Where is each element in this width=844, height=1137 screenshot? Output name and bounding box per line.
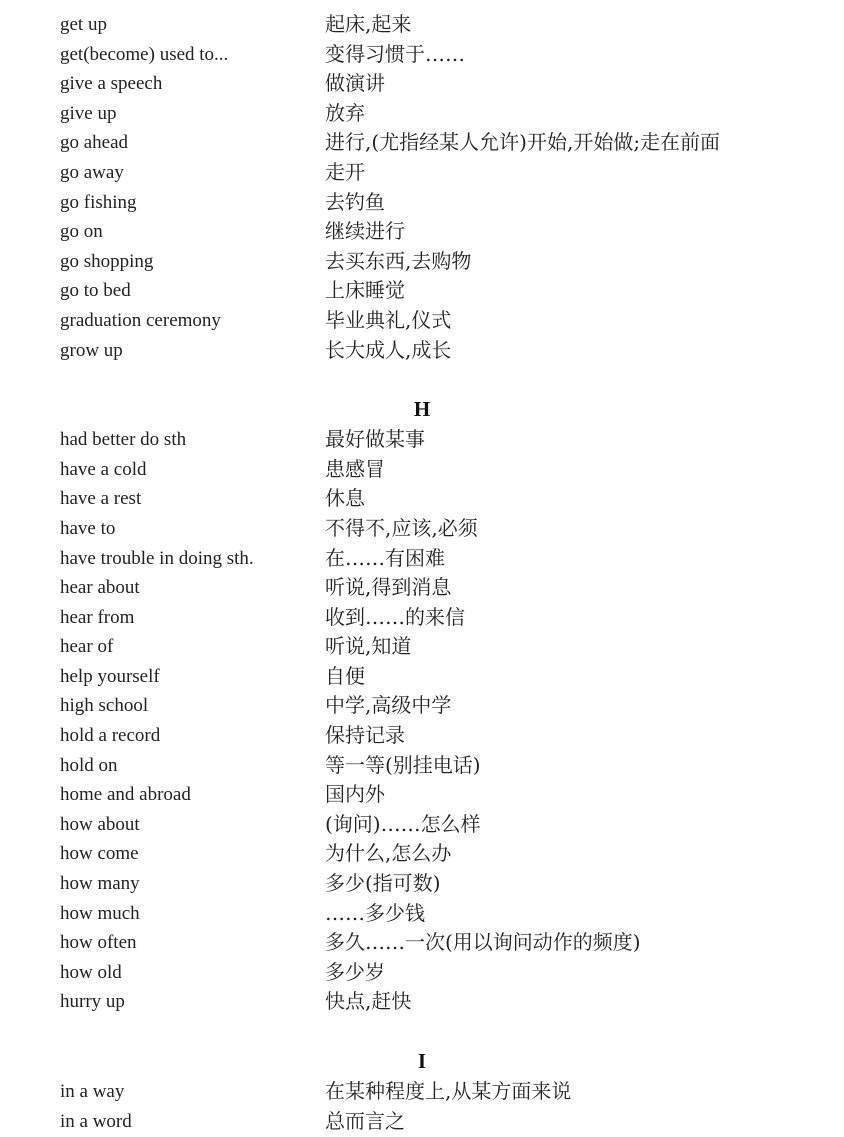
list-item bbox=[0, 573, 844, 603]
phrase-zh: 起床,起来 bbox=[325, 12, 412, 36]
phrase-en: how old bbox=[60, 961, 122, 983]
phrase-en: in a way bbox=[60, 1081, 125, 1102]
phrase-en: hold a record bbox=[60, 725, 161, 747]
list-item bbox=[0, 455, 844, 485]
phrase-en: give a speech bbox=[60, 73, 163, 95]
phrase-en: how much bbox=[60, 902, 140, 924]
phrase-en: have a rest bbox=[60, 488, 142, 510]
phrase-en: go fishing bbox=[60, 191, 137, 213]
phrase-en: have a cold bbox=[60, 458, 147, 480]
list-item bbox=[0, 1107, 844, 1137]
phrase-en: have trouble in doing sth. bbox=[60, 547, 254, 569]
phrase-zh: 等一等(别挂电话) bbox=[325, 752, 481, 777]
list-item bbox=[0, 306, 844, 336]
list-item bbox=[0, 899, 844, 929]
phrase-en: home and abroad bbox=[60, 784, 191, 806]
phrase-en: help yourself bbox=[60, 665, 160, 687]
phrase-en: go away bbox=[60, 161, 124, 183]
phrase-en: give up bbox=[60, 102, 117, 124]
phrase-zh: 收到……的来信 bbox=[325, 604, 465, 629]
phrase-zh: 进行,(尤指经某人允许)开始,开始做;走在前面 bbox=[325, 130, 721, 155]
phrase-en: how often bbox=[60, 932, 137, 954]
phrase-zh: 听说,知道 bbox=[325, 634, 412, 659]
list-item bbox=[0, 514, 844, 544]
list-item bbox=[0, 632, 844, 662]
phrase-zh: 听说,得到消息 bbox=[325, 575, 452, 600]
list-item bbox=[0, 603, 844, 633]
phrase-zh: 在某种程度上,从某方面来说 bbox=[325, 1079, 572, 1103]
list-item bbox=[0, 987, 844, 1017]
section-g bbox=[0, 0, 844, 365]
phrase-en: hear about bbox=[60, 577, 140, 599]
phrase-zh: 中学,高级中学 bbox=[325, 693, 452, 718]
phrase-en: in a word bbox=[60, 1110, 132, 1132]
phrase-zh: 不得不,应该,必须 bbox=[325, 515, 478, 540]
section-h bbox=[0, 365, 844, 1017]
list-item bbox=[0, 158, 844, 188]
list-item bbox=[0, 810, 844, 840]
list-item bbox=[0, 869, 844, 899]
phrase-zh: 去买东西,去购物 bbox=[325, 248, 472, 273]
list-item bbox=[0, 484, 844, 514]
phrase-zh: 在……有困难 bbox=[325, 545, 445, 570]
list-item bbox=[0, 544, 844, 574]
phrase-en: hear from bbox=[60, 606, 135, 628]
phrase-en: high school bbox=[60, 695, 149, 717]
phrase-zh: 毕业典礼,仪式 bbox=[325, 307, 452, 332]
phrase-zh: (询问)……怎么样 bbox=[325, 811, 481, 836]
phrase-en: how come bbox=[60, 843, 139, 865]
list-item bbox=[0, 217, 844, 247]
phrase-zh: 患感冒 bbox=[325, 456, 385, 481]
phrase-en: go shopping bbox=[60, 250, 154, 272]
phrase-zh: 多少岁 bbox=[325, 959, 385, 984]
phrase-en: graduation ceremony bbox=[60, 309, 221, 331]
phrase-en: had better do sth bbox=[60, 429, 187, 451]
list-item bbox=[0, 336, 844, 366]
list-item bbox=[0, 40, 844, 70]
phrase-zh: 多久……一次(用以询问动作的频度) bbox=[325, 930, 641, 955]
phrase-en: hear of bbox=[60, 636, 114, 658]
phrase-zh: 自便 bbox=[325, 663, 365, 688]
list-item bbox=[0, 780, 844, 810]
phrase-en: go ahead bbox=[60, 132, 129, 154]
phrase-en: hold on bbox=[60, 754, 118, 776]
phrase-zh: 去钓鱼 bbox=[325, 189, 385, 214]
phrase-en: go on bbox=[60, 221, 103, 243]
phrase-zh: 保持记录 bbox=[325, 723, 405, 748]
section-heading-h: H bbox=[413, 397, 431, 422]
phrase-zh: 总而言之 bbox=[325, 1108, 405, 1133]
phrase-en: grow up bbox=[60, 339, 123, 361]
phrase-zh: 上床睡觉 bbox=[325, 278, 405, 303]
phrase-zh: 做演讲 bbox=[325, 71, 385, 96]
phrase-en: how about bbox=[60, 813, 140, 835]
phrase-zh: 国内外 bbox=[325, 782, 385, 807]
phrase-zh: 放弃 bbox=[325, 100, 365, 125]
phrase-zh: 长大成人,成长 bbox=[325, 337, 452, 362]
list-item bbox=[0, 425, 844, 455]
phrase-zh: 变得习惯于…… bbox=[325, 41, 465, 66]
list-item bbox=[0, 839, 844, 869]
list-item bbox=[0, 958, 844, 988]
list-item bbox=[0, 99, 844, 129]
phrase-zh: 多少(指可数) bbox=[325, 871, 441, 896]
list-item bbox=[0, 662, 844, 692]
list-item bbox=[0, 128, 844, 158]
phrase-en: how many bbox=[60, 873, 140, 895]
list-item bbox=[0, 276, 844, 306]
list-item bbox=[0, 188, 844, 218]
phrase-zh: ……多少钱 bbox=[325, 900, 425, 925]
list-item bbox=[0, 247, 844, 277]
phrase-en: get up bbox=[60, 14, 107, 35]
list-item bbox=[0, 1077, 844, 1107]
list-item bbox=[0, 69, 844, 99]
phrase-zh: 走开 bbox=[325, 159, 365, 184]
phrase-zh: 快点,赶快 bbox=[325, 989, 412, 1014]
phrase-zh: 为什么,怎么办 bbox=[325, 841, 452, 866]
phrase-en: have to bbox=[60, 517, 116, 539]
section-heading-i: I bbox=[417, 1049, 427, 1073]
list-item bbox=[0, 928, 844, 958]
phrase-zh: 最好做某事 bbox=[325, 427, 425, 452]
phrase-zh: 继续进行 bbox=[325, 219, 405, 244]
phrase-en: hurry up bbox=[60, 991, 125, 1013]
phrase-en: go to bed bbox=[60, 280, 131, 302]
list-item bbox=[0, 721, 844, 751]
phrase-zh: 休息 bbox=[325, 486, 365, 511]
section-i bbox=[0, 1017, 844, 1136]
list-item bbox=[0, 691, 844, 721]
list-item bbox=[0, 751, 844, 781]
phrase-en: get(become) used to... bbox=[60, 43, 229, 65]
list-item bbox=[0, 10, 844, 40]
